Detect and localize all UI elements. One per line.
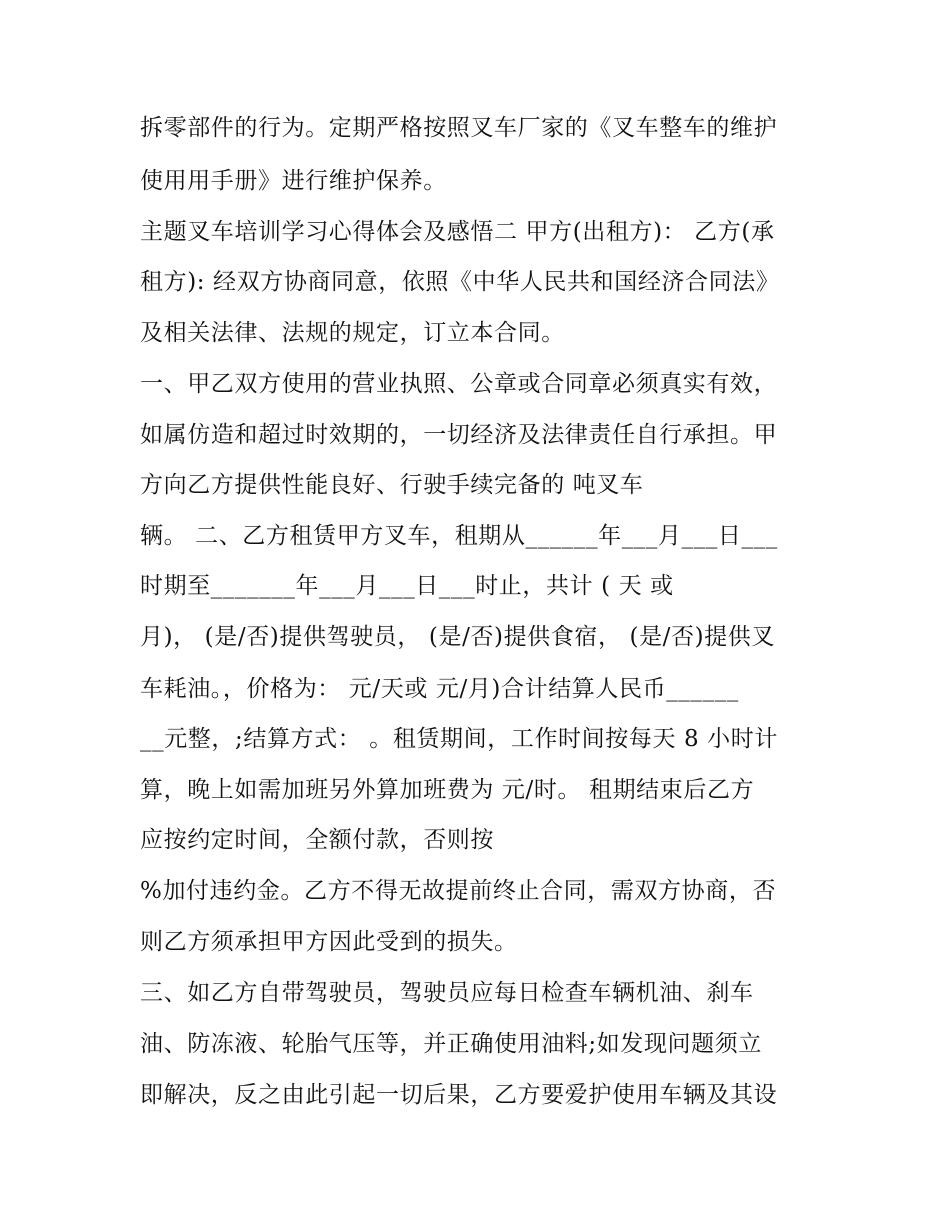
text-line: 拆零部件的行为。定期严格按照叉车厂家的《叉车整车的维护 xyxy=(140,115,778,141)
text-line: 使用用手册》进行维护保养。 xyxy=(140,168,447,194)
text-line: 时期至_______年___月___日___时止，共计 ( 天 或 xyxy=(140,573,674,599)
text-line: 油、防冻液、轮胎气压等，并正确使用油料;如发现问题须立 xyxy=(140,1031,762,1057)
text-line: 租方): 经双方协商同意，依照《中华人民共和国经济合同法》 xyxy=(140,269,780,295)
text-line: 一、甲乙双方使用的营业执照、公章或合同章必须真实有效， xyxy=(140,371,778,397)
text-line: 月)， (是/否)提供驾驶员， (是/否)提供食宿， (是/否)提供叉 xyxy=(140,624,775,650)
text-line: 如属仿造和超过时效期的，一切经济及法律责任自行承担。甲 xyxy=(140,422,778,448)
text-line: 则乙方须承担甲方因此受到的损失。 xyxy=(140,929,518,955)
text-line: 辆。 二、乙方租赁甲方叉车，租期从______年___月___日___ xyxy=(140,523,778,549)
text-line: 主题叉车培训学习心得体会及感悟二 甲方(出租方)： 乙方(承 xyxy=(140,219,775,245)
text-line: 即解决，反之由此引起一切后果，乙方要爱护使用车辆及其设 xyxy=(140,1082,778,1108)
text-line: 方向乙方提供性能良好、行驶手续完备的 吨叉车 xyxy=(140,472,644,498)
text-line: 应按约定时间，全额付款，否则按 xyxy=(140,827,494,853)
text-line: 及相关法律、法规的规定，订立本合同。 xyxy=(140,320,565,346)
text-line: %加付违约金。乙方不得无故提前终止合同，需双方协商，否 xyxy=(140,878,777,904)
text-line: 三、如乙方自带驾驶员，驾驶员应每日检查车辆机油、刹车 xyxy=(140,980,754,1006)
text-line: 车耗油。，价格为： 元/天或 元/月)合计结算人民币______ xyxy=(140,676,739,702)
text-line: 算，晚上如需加班另外算加班费为 元/时。 租期结束后乙方 xyxy=(140,777,755,803)
text-line: __元整，;结算方式： 。租赁期间，工作时间按每天 8 小时计 xyxy=(140,726,778,752)
